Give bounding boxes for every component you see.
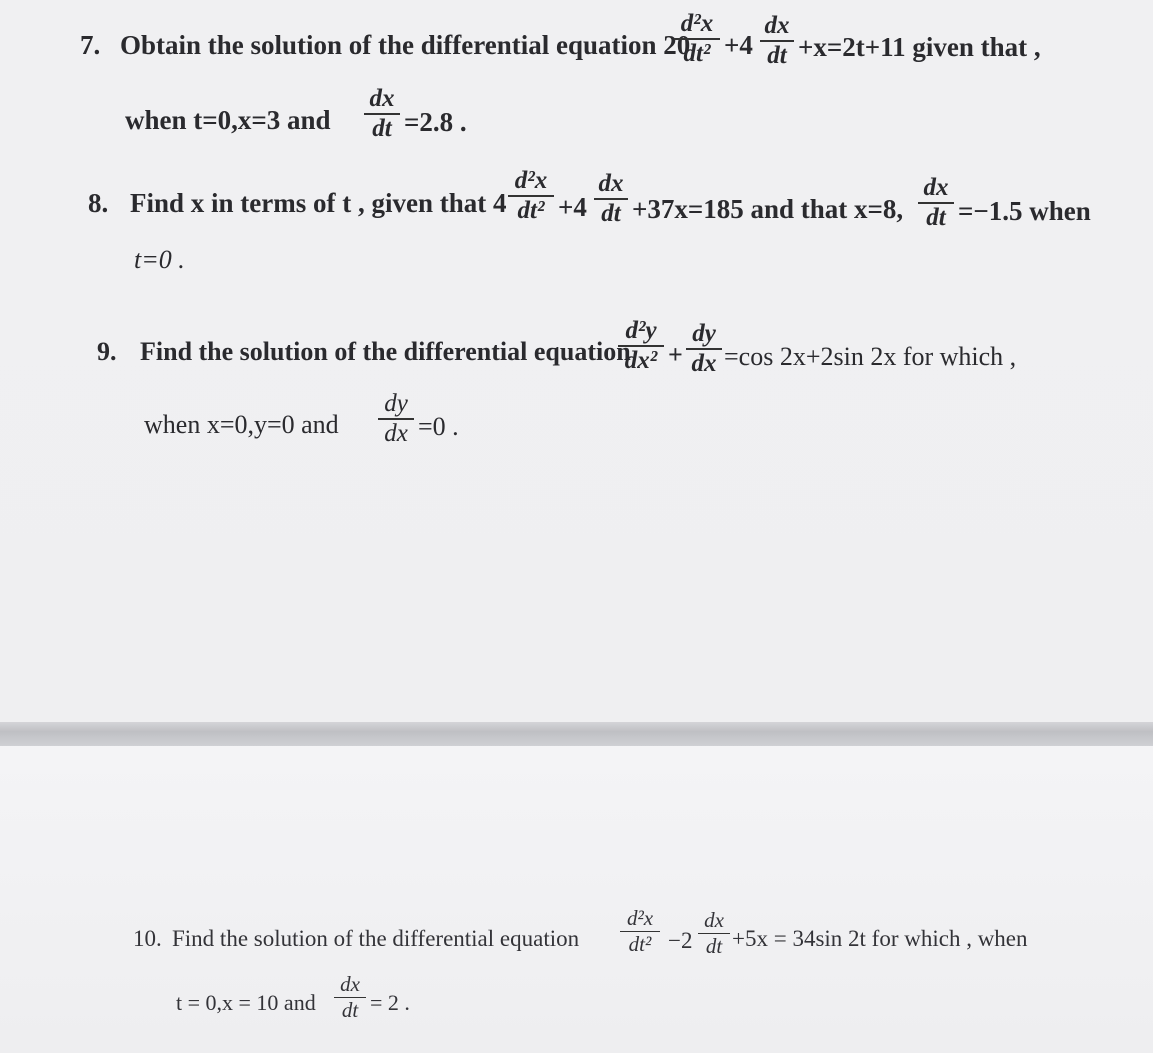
q8-rest: =−1.5 when <box>958 196 1091 226</box>
q7-line2-frac <box>364 85 400 143</box>
q8-frac1-den: dt² <box>517 197 545 224</box>
q10-frac2-num: dx <box>704 908 724 932</box>
q7-line2-suffix: =2.8 . <box>404 107 467 137</box>
q7-frac-d2x-dt2 <box>674 10 720 68</box>
q7-line2-frac-den: dt <box>372 115 392 142</box>
q7-line2-frac-num: dx <box>369 85 395 112</box>
q9-frac2-den: dx <box>691 350 717 377</box>
q8-line2: t=0 . <box>134 245 185 274</box>
q10-text: Find the solution of the differential equation <box>172 926 580 951</box>
q9-frac1-num: d²y <box>625 317 657 344</box>
q7-frac1-num: d²x <box>680 10 714 37</box>
q9-rest: =cos 2x+2sin 2x for which , <box>724 342 1017 371</box>
q10-line2-frac-den: dt <box>341 998 359 1022</box>
q8-number: 8. <box>88 188 109 218</box>
q9-frac1-den: dx² <box>624 347 658 374</box>
q9-number: 9. <box>97 337 117 366</box>
q7-plus4: +4 <box>724 30 753 60</box>
q8-text: Find x in terms of t , given that 4 <box>130 188 507 218</box>
q8-frac-dx-dt <box>594 170 628 228</box>
q8-frac-d2x-dt2 <box>508 167 554 225</box>
q10-line2-frac-num: dx <box>340 972 360 996</box>
q9-line2-frac-den: dx <box>384 420 408 447</box>
q10-number: 10. <box>133 926 162 951</box>
q10-line2-prefix: t = 0,x = 10 and <box>176 990 316 1015</box>
q10-frac1-den: dt² <box>628 932 652 956</box>
q8-frac3-den: dt <box>926 204 946 231</box>
q8-mid: +37x=185 and that x=8, <box>632 194 904 224</box>
q9-line2-frac <box>378 390 414 448</box>
page-divider <box>0 722 1153 746</box>
q9-line2-prefix: when x=0,y=0 and <box>144 410 339 439</box>
q10-line2-frac <box>334 972 366 1023</box>
q10-line2-suffix: = 2 . <box>370 990 410 1015</box>
q10-rest: +5x = 34sin 2t for which , when <box>732 926 1028 951</box>
q8-frac2-num: dx <box>598 170 624 197</box>
q8-frac1-num: d²x <box>514 167 548 194</box>
q7-frac2-den: dt <box>767 42 787 69</box>
q9-frac-d2y-dx2 <box>618 317 664 375</box>
q8-frac3-num: dx <box>923 174 949 201</box>
q7-frac-dx-dt <box>760 12 794 70</box>
q8-frac2-den: dt <box>601 200 621 227</box>
q10-minus2: −2 <box>668 928 693 953</box>
q9-line2-frac-num: dy <box>384 390 408 417</box>
q10-frac2-den: dt <box>705 934 723 958</box>
q7-line2-prefix: when t=0,x=3 and <box>125 105 331 135</box>
q8-frac3 <box>918 174 954 232</box>
q7-rest: +x=2t+11 given that , <box>798 32 1041 62</box>
q10-frac-d2x-dt2 <box>620 906 660 957</box>
q9-plus: + <box>668 340 683 369</box>
q9-frac2-num: dy <box>692 320 716 347</box>
page-lower <box>0 746 1153 1053</box>
q8-plus4: +4 <box>558 192 587 222</box>
q9-line2-suffix: =0 . <box>418 412 459 441</box>
q10-frac-dx-dt <box>698 908 730 959</box>
q9-frac-dy-dx <box>686 320 722 378</box>
q7-frac1-den: dt² <box>683 40 711 67</box>
q10-frac1-num: d²x <box>626 906 654 930</box>
q7-frac2-num: dx <box>764 12 790 39</box>
q7-number: 7. <box>80 30 101 60</box>
q9-text: Find the solution of the differential equation <box>140 337 631 366</box>
q7-text: Obtain the solution of the differential equation 20 <box>120 30 691 60</box>
